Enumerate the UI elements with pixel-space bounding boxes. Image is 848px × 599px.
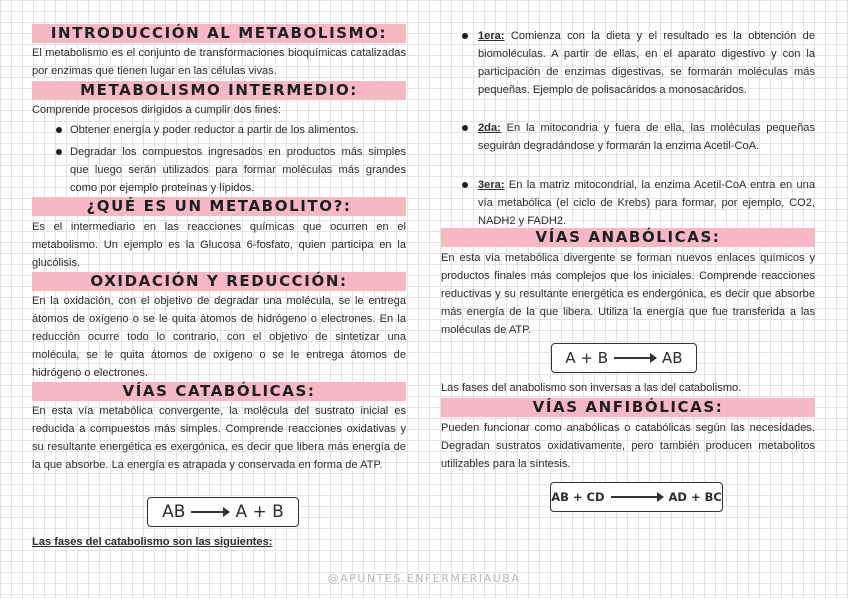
intro-text: El metabolismo es el conjunto de transformaciones bioquímicas catalizadas por enzimas que tienen lugar en las células vivas. — [32, 47, 406, 77]
intermedio-text: Comprende procesos dirigidos a cumplir dos fines: — [32, 104, 282, 116]
phase-2 — [478, 119, 815, 155]
equation-left: AB — [162, 502, 186, 522]
anfibolicas-text: Pueden funcionar como anabólicas o catabólicas según las necesidades. Degradan sustratos oxidativamente, pero también producen metabolitos utilizables para la síntesis. — [441, 422, 815, 470]
anabolicas-text: En esta vía metabólica divergente se forman nuevos enlaces químicos y productos finales más complejos que los iniciales. Comprende reacciones reductivas y su resultante energética es endergónica, es decir que absorbe más energía de la que libera. Utiliza la energía que fue transferida a las moléculas de ATP. — [441, 252, 815, 336]
arrow-right-icon — [191, 511, 229, 513]
phase-3 — [478, 176, 815, 230]
catabolicas-text: En esta vía metabólica convergente, la molécula del sustrato inicial es reducida a compuestos más simples. Comprende reacciones oxidativas y su resultante energética es exergónica, es decir que libera más energía de la que absorbe. La energía es atrapada y conservada en forma de ATP. — [32, 405, 406, 471]
bullet-dot — [56, 149, 62, 155]
arrow-right-icon — [614, 357, 656, 359]
metabolito-text: Es el intermediario en las reacciones químicas que ocurren en el metabolismo. Un ejemplo es la Glucosa 6-fosfato, quien participa en la glucólisis. — [32, 221, 406, 269]
anabolicas-title: VÍAS ANABÓLICAS: — [441, 228, 815, 247]
phase-2-text: En la mitocondria y fuera de ella, las moléculas pequeñas seguirán degradándose y formarán la enzima Acetil-CoA. — [478, 122, 815, 152]
footer-watermark: @APUNTES.ENFERMERIAUBA — [327, 572, 521, 585]
amphibolic-equation — [550, 482, 723, 512]
bullet-dot — [462, 33, 468, 39]
oxidacion-text: En la oxidación, con el objetivo de degradar una molécula, se le entrega átomos de oxígeno o se le quita átomos de hidrógeno o electrones. En la reducción ocurre todo lo contrario, con el objetivo de sintetizar una molécula, se le quita átomos de oxígeno o se le entrega átomos de hidrógeno o electrones. — [32, 295, 406, 379]
bullet-dot — [462, 125, 468, 131]
phase-3-text: En la matriz mitocondrial, la enzima Acetil-CoA entra en una vía metabólica (el ciclo de Krebs) para formar, por ejemplo, CO2, NADH2 y FADH2. — [478, 179, 815, 227]
equation-left: A + B — [565, 349, 609, 367]
equation-right: AD + BC — [668, 490, 722, 504]
bullet-dot — [462, 182, 468, 188]
equation-right: AB — [662, 349, 683, 367]
phase-3-label: 3era: — [478, 179, 505, 191]
anabolism-equation — [551, 343, 697, 373]
equation-right: A + B — [235, 502, 284, 522]
catabolism-equation — [147, 497, 299, 527]
phase-1-text: Comienza con la dieta y el resultado es la obtención de biomoléculas. A partir de ellas, en el aparato digestivo y con la participación de enzimas digestivas, se formarán moléculas más pequeñas. Ejemplo de polisacáridos a monosacáridos. — [478, 30, 815, 96]
phase-1-label: 1era: — [478, 30, 505, 42]
catabolicas-title: VÍAS CATABÓLICAS: — [32, 382, 406, 401]
catabolism-phases-label: Las fases del catabolismo son las siguientes: — [32, 536, 273, 548]
phase-2-label: 2da: — [478, 122, 501, 134]
intro-title: INTRODUCCIÓN AL METABOLISMO: — [32, 24, 406, 43]
intermedio-bullet-1: Obtener energía y poder reductor a partir de los alimentos. — [70, 124, 359, 136]
phase-1 — [478, 27, 815, 99]
oxidacion-title: OXIDACIÓN Y REDUCCIÓN: — [32, 272, 406, 291]
intermedio-title: METABOLISMO INTERMEDIO: — [32, 81, 406, 100]
bullet-dot — [56, 127, 62, 133]
anfibolicas-title: VÍAS ANFIBÓLICAS: — [441, 398, 815, 417]
anabolism-note: Las fases del anabolismo son inversas a las del catabolismo. — [441, 382, 742, 394]
intermedio-bullet-2: Degradar los compuestos ingresados en productos más simples que luego serán utilizados para formar moléculas más grandes como por ejemplo proteínas y lípidos. — [70, 146, 406, 194]
equation-left: AB + CD — [551, 490, 605, 504]
metabolito-title: ¿QUÉ ES UN METABOLITO?: — [32, 197, 406, 216]
arrow-right-icon — [611, 496, 663, 498]
